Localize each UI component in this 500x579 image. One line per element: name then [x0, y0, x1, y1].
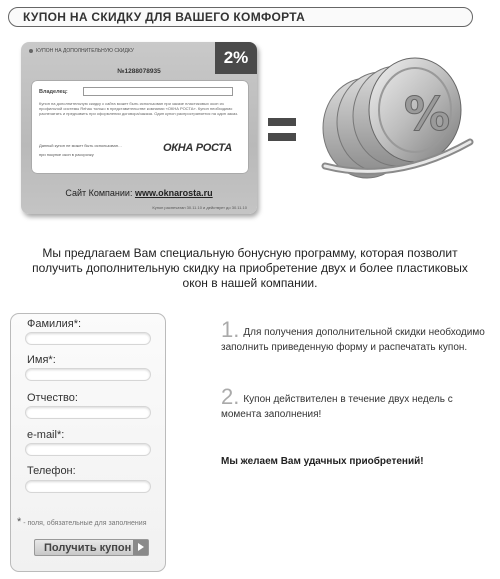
step-1-text: Для получения дополнительной скидки необходимо заполнить приведенную форму и распечатать купон. [221, 327, 485, 353]
coupon-fine-print: Купон на дополнительную скидку с сайта может быть использован при заказе пластиковых окон из профильной системы Rehau только в представительстве компании «ОКНА РОСТА». Купон необходимо распечатать и предъявить при оформлении договора/заказа. Один купон распространяется на один заказ. [39, 101, 239, 116]
bullet-icon [29, 49, 33, 53]
get-coupon-label: Получить купон [44, 541, 132, 554]
coupon-owner-line [83, 87, 233, 96]
coupon-site-prefix: Сайт Компании: [65, 188, 133, 198]
lastname-input[interactable] [25, 332, 151, 345]
company-logo: ОКНА РОСТА [163, 142, 232, 154]
step-2 [221, 384, 486, 422]
phone-input[interactable] [25, 480, 151, 493]
coupon-inner-panel [31, 80, 249, 174]
get-coupon-button[interactable] [34, 539, 149, 556]
equals-icon [268, 118, 296, 144]
coupon-note: Данный купон не может быть использован… [39, 143, 122, 148]
step-1-number: 1. [221, 317, 240, 342]
step-1 [221, 317, 486, 355]
coins-percent-icon [305, 46, 485, 186]
coupon-site-url: www.oknarosta.ru [134, 188, 213, 198]
coupon-card [21, 42, 257, 214]
email-input[interactable] [25, 443, 151, 456]
coupon-header-text: КУПОН НА ДОПОЛНИТЕЛЬНУЮ СКИДКУ [36, 48, 134, 54]
coupon-site [21, 188, 257, 198]
phone-label: Телефон: [27, 465, 76, 477]
lastname-label: Фамилия*: [27, 318, 82, 330]
required-star: * [17, 516, 22, 528]
page-title: КУПОН НА СКИДКУ ДЛЯ ВАШЕГО КОМФОРТА [8, 7, 473, 27]
step-2-text: Купон действителен в течение двух недель с момента заполнения! [221, 394, 453, 420]
firstname-input[interactable] [25, 368, 151, 381]
coupon-note-2: при покупке окон в рассрочку [39, 152, 94, 157]
coupon-number: №1288078935 [117, 68, 161, 75]
coupon-percent-badge: 2% [215, 42, 257, 74]
wish-text: Мы желаем Вам удачных приобретений! [221, 456, 424, 467]
patronymic-label: Отчество: [27, 392, 78, 404]
email-label: e-mail*: [27, 429, 65, 441]
step-2-number: 2. [221, 384, 240, 409]
required-note-text: - поля, обязательные для заполнения [21, 520, 147, 527]
arrow-right-icon [133, 540, 148, 555]
coupon-owner-label: Владелец: [39, 89, 68, 95]
svg-text:%: % [404, 87, 451, 141]
intro-text: Мы предлагаем Вам специальную бонусную программу, которая позволит получить дополнительную скидку на приобретение двух и более пластиковых окон в нашей компании. [32, 246, 468, 290]
coupon-form [10, 313, 166, 572]
patronymic-input[interactable] [25, 406, 151, 419]
required-note [17, 516, 147, 528]
coupon-validity: Купон распечатан 30.11.10 и действует до 30.11.10 [152, 205, 247, 210]
coupon-header [29, 48, 134, 54]
firstname-label: Имя*: [27, 354, 56, 366]
